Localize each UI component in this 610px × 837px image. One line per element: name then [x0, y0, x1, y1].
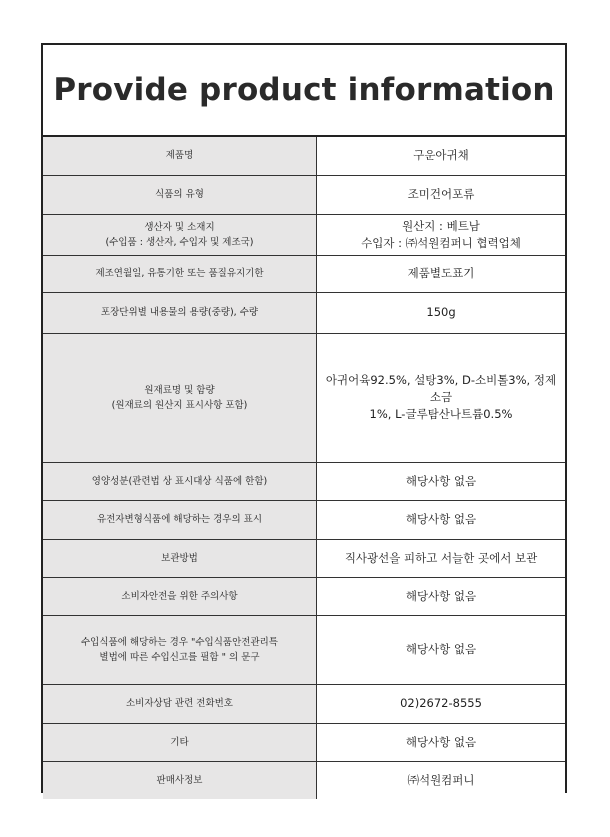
field-label: 별법에 따른 수입신고를 필함 " 의 문구 [99, 651, 260, 663]
field-value: 해당사항 없음 [405, 512, 477, 526]
field-label-cell [43, 761, 317, 799]
field-label-cell [43, 175, 317, 214]
field-value: 아귀어육92.5%, 설탕3%, D-소비톨3%, 정제소금 [325, 373, 557, 404]
field-label: 식품의 유형 [155, 189, 204, 200]
product-info-table [43, 137, 565, 799]
field-label-cell [43, 137, 317, 175]
field-value: 구운아귀채 [413, 148, 469, 163]
field-label: 소비자안전을 위한 주의사항 [121, 590, 238, 602]
field-value: ㈜석원컴퍼니 [407, 772, 475, 787]
field-label: 영양성분(관련법 상 표시대상 식품에 한함) [91, 475, 268, 487]
field-label: 수입식품에 해당하는 경우 "수입식품안전관리특 [81, 636, 278, 648]
field-label: 제조연월일, 유통기한 또는 품질유지기한 [95, 268, 264, 279]
table-row [43, 462, 565, 500]
field-label: 소비자상담 관련 전화번호 [126, 698, 233, 709]
table-row [43, 500, 565, 539]
field-value-cell [317, 462, 566, 500]
table-row [43, 684, 565, 723]
field-value-cell [317, 333, 566, 462]
field-value-cell [317, 292, 566, 333]
field-value: 직사광선을 피하고 서늘한 곳에서 보관 [344, 550, 538, 565]
field-value-cell [317, 761, 566, 799]
field-label-cell [43, 500, 317, 539]
table-row [43, 333, 565, 462]
table-row [43, 255, 565, 292]
field-label: 제품명 [165, 150, 194, 162]
field-value-cell [317, 175, 566, 214]
field-value-cell [317, 137, 566, 175]
field-label-cell [43, 615, 317, 684]
field-value: 1%, L-글루탐산나트륨0.5% [369, 407, 513, 421]
field-label: 판매사정보 [156, 774, 203, 786]
table-row [43, 761, 565, 799]
field-label-cell [43, 577, 317, 615]
field-value: 제품별도표기 [407, 266, 475, 280]
field-label-cell [43, 684, 317, 723]
table-row [43, 539, 565, 577]
table-row [43, 723, 565, 761]
field-value: 수입자 : ㈜석원컴퍼니 협력업체 [361, 235, 521, 250]
field-label: (원재료의 원산지 표시사항 포함) [111, 399, 248, 411]
field-value: 해당사항 없음 [405, 588, 477, 603]
field-label-cell [43, 292, 317, 333]
field-value: 해당사항 없음 [405, 642, 477, 656]
table-row [43, 292, 565, 333]
field-value-cell [317, 255, 566, 292]
field-value-cell [317, 684, 566, 723]
table-row [43, 577, 565, 615]
field-label-cell [43, 539, 317, 577]
field-value: 해당사항 없음 [405, 473, 477, 488]
field-label-cell [43, 255, 317, 292]
field-value: 원산지 : 베트남 [402, 218, 480, 233]
field-label-cell [43, 723, 317, 761]
table-row [43, 175, 565, 214]
field-value-cell [317, 615, 566, 684]
field-value-cell [317, 214, 566, 255]
field-label-cell [43, 333, 317, 462]
page-title: Provide product information [43, 45, 565, 137]
table-row [43, 615, 565, 684]
field-label: 보관방법 [161, 552, 198, 564]
field-label-cell [43, 462, 317, 500]
field-label: 생산자 및 소재지 [144, 221, 215, 233]
field-value-cell [317, 539, 566, 577]
field-value-cell [317, 723, 566, 761]
field-label: 기타 [170, 736, 189, 748]
product-info-sheet [41, 43, 567, 793]
field-label: 포장단위별 내용물의 용량(중량), 수량 [100, 307, 259, 318]
field-value: 조미건어포류 [407, 187, 475, 201]
field-value: 02)2672-8555 [400, 696, 482, 710]
field-value: 해당사항 없음 [405, 734, 477, 749]
field-label: (수입품 : 생산자, 수입자 및 제조국) [105, 236, 254, 248]
field-label: 유전자변형식품에 해당하는 경우의 표시 [96, 514, 263, 525]
table-row [43, 214, 565, 255]
field-label: 원재료명 및 함량 [144, 384, 215, 396]
table-row [43, 137, 565, 175]
field-value: 150g [426, 305, 456, 319]
field-label-cell [43, 214, 317, 255]
field-value-cell [317, 577, 566, 615]
field-value-cell [317, 500, 566, 539]
